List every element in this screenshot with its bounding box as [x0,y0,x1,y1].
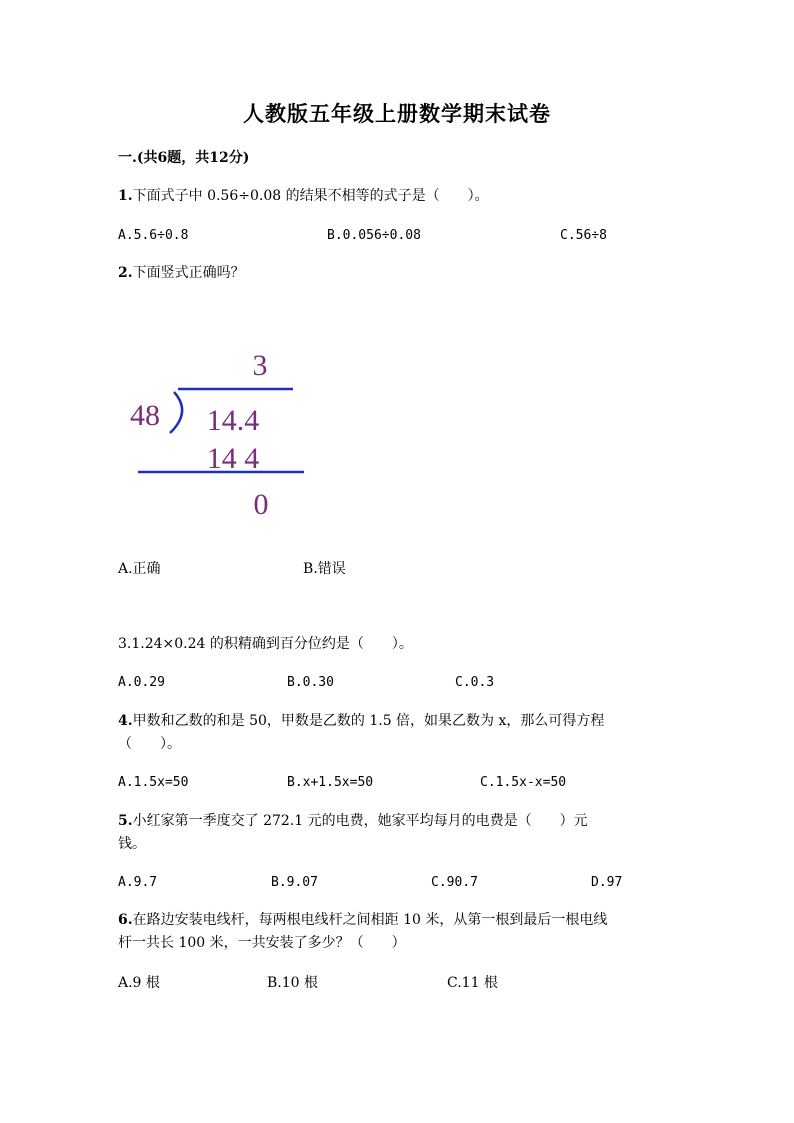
question-number: 4. [118,713,133,729]
option-a: A.9 根 [118,975,160,991]
question-number: 5. [118,813,133,829]
option-c: C.1.5x-x=50 [480,775,567,790]
question-text-line1: 在路边安装电线杆，每两根电线杆之间相距 10 米，从第一根到最后一根电线 [132,912,608,928]
option-b: B.9.07 [271,875,318,890]
option-b: B.0.30 [287,675,334,690]
option-a: A.0.29 [118,675,165,690]
question-text-line1: 甲数和乙数的和是 50，甲数是乙数的 1.5 倍，如果乙数为 x，那么可得方程 [132,713,605,729]
dividend: 14.4 [206,404,260,437]
option-c: C.90.7 [431,875,478,890]
question-text-line2: （ ）。 [118,736,181,752]
question-number: 2. [118,265,133,281]
long-division-figure [110,335,330,530]
question-3 [118,633,413,656]
question-2 [118,262,245,285]
option-c: C.56÷8 [560,228,607,243]
option-c: C.0.3 [455,675,495,690]
question-text-line1: 小红家第一季度交了 272.1 元的电费，她家平均每月的电费是（ ）元 [132,813,588,829]
option-b: B.x+1.5x=50 [287,775,374,790]
question-text: 1.24×0.24 的积精确到百分位约是（ ）。 [131,636,413,652]
option-a: A.5.6÷0.8 [118,228,189,243]
option-c: C.11 根 [447,975,498,991]
divisor: 48 [130,399,160,432]
partial-product: 14 4 [206,442,260,475]
question-text-line2: 杆一共长 100 米，一共安装了多少？（ ） [118,935,406,951]
question-5 [118,810,588,856]
question-number: 1. [118,188,133,204]
question-number: 3. [118,636,132,652]
option-a: A.正确 [118,561,161,577]
quotient-digit: 3 [252,349,268,382]
section-heading: 一.(共6题，共12分) [118,150,250,166]
option-b: B.10 根 [267,975,319,991]
remainder: 0 [253,488,269,521]
question-text: 下面竖式正确吗？ [132,265,245,281]
question-text-line2: 钱。 [118,836,146,852]
option-d: D.97 [591,875,623,890]
question-6 [118,909,607,955]
option-a: A.9.7 [118,875,158,890]
option-b: B.错误 [303,561,346,577]
division-bracket [170,392,182,433]
page-title: 人教版五年级上册数学期末试卷 [243,101,551,126]
question-4 [118,710,604,756]
question-text: 下面式子中 0.56÷0.08 的结果不相等的式子是（ ）。 [132,188,489,204]
option-a: A.1.5x=50 [118,775,189,790]
option-b: B.0.056÷0.08 [327,228,421,243]
question-1 [118,185,489,208]
question-number: 6. [118,912,133,928]
